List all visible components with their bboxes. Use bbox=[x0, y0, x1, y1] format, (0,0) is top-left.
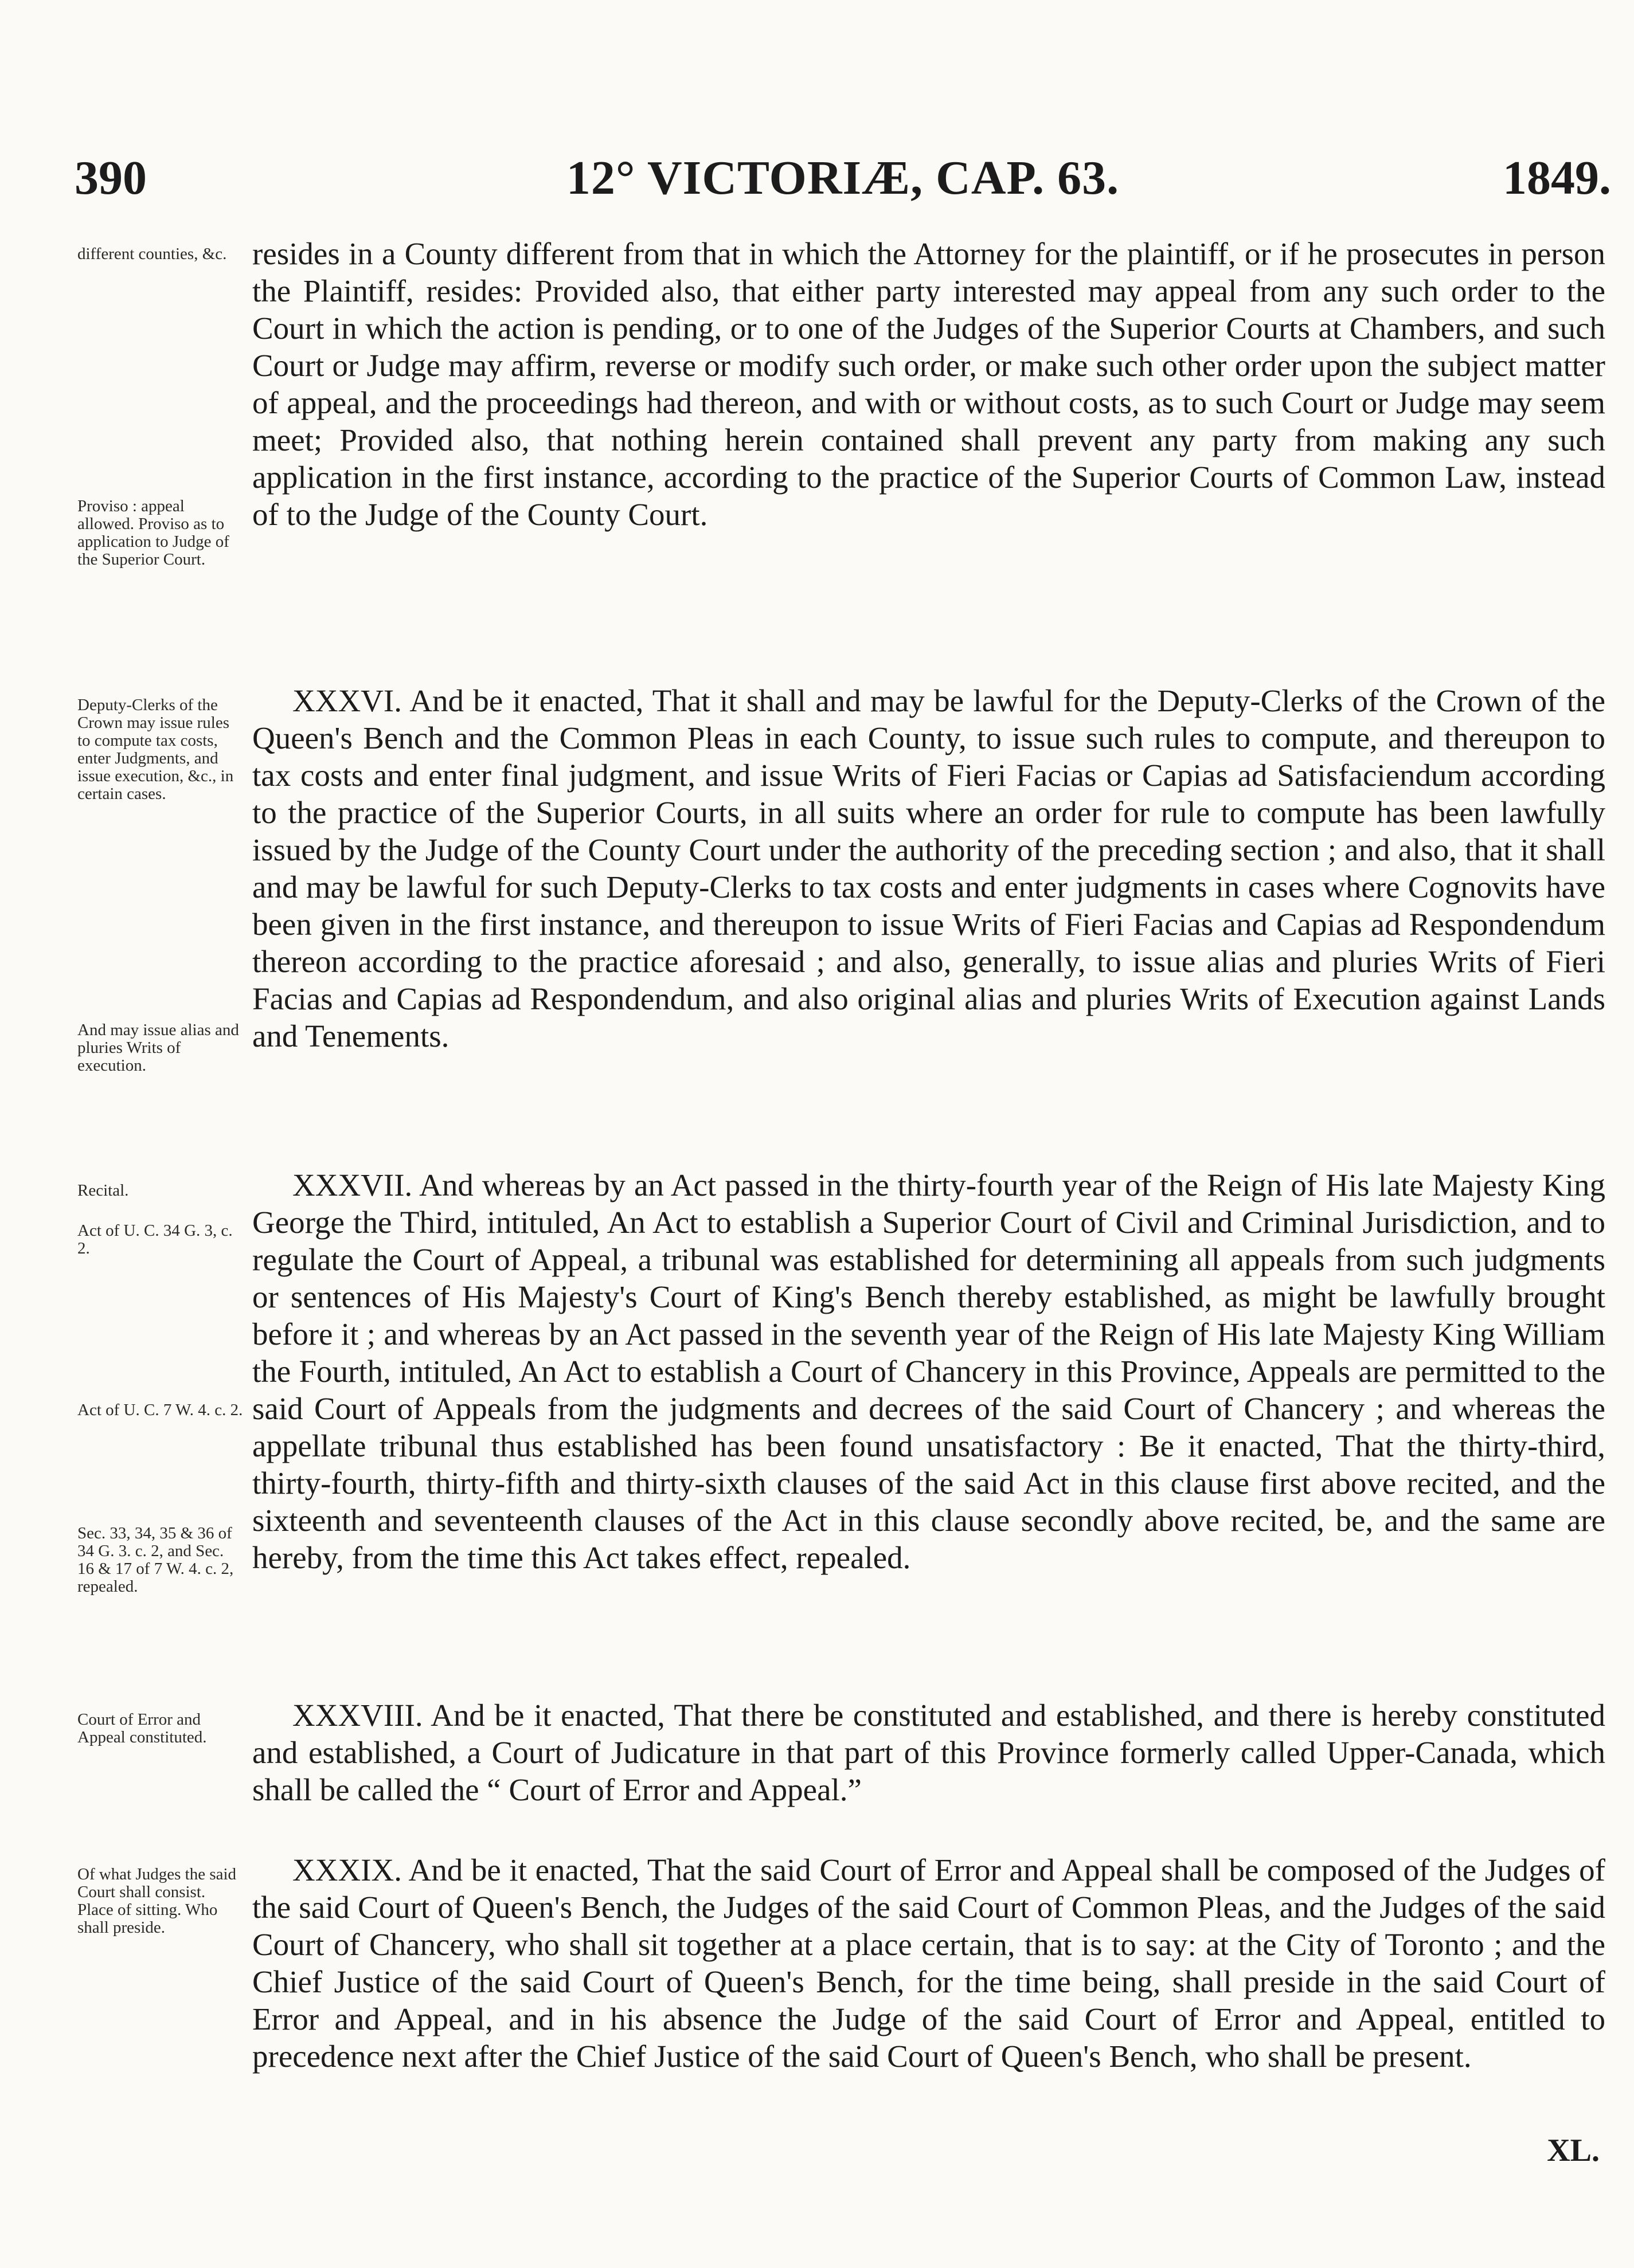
margin-note-judges-composition: Of what Judges the said Court shall consist. Place of sitting. Who shall preside. bbox=[77, 1865, 237, 1937]
section-xxxvi: XXXVI. And be it enacted, That it shall and may be lawful for the Deputy-Clerks of the Crown of the Queen's Bench and the Common Pleas in each County, to issue such rules to compute, and thereupon to tax costs and enter final judgment, and issue Writs of Fieri Facias or Capias ad Satisfaciendum according to the practice of the Superior Courts, in all suits where an order for rule to compute has been lawfully issued by the Judge of the County Court under the authority of the preceding section ; and also, that it shall and may be lawful for such Deputy-Clerks to tax costs and enter judgments in cases where Cognovits have been given in the first instance, and thereupon to issue Writs of Fieri Facias and Capias ad Respondendum thereon according to the practice aforesaid ; and also, generally, to issue alias and pluries Writs of Fieri Facias and Capias ad Respondendum, and also original alias and pluries Writs of Execution against Lands and Tenements. bbox=[252, 683, 1605, 1053]
section-xxxix: XXXIX. And be it enacted, That the said Court of Error and Appeal shall be composed of the Judges of the said Court of Queen's Bench, the Judges of the said Court of Common Pleas, and the Judges of the said Court of Chancery, who shall sit together at a place certain, that is to say: at the City of Toronto ; and the Chief Justice of the said Court of Queen's Bench, for the time being, shall preside in the said Court of Error and Appeal, and in his absence the Judge of the said Court of Error and Appeal, entitled to precedence next after the Chief Justice of the said Court of Queen's Bench, who shall be present. bbox=[252, 1852, 1605, 2074]
margin-note-different-counties: different counties, &c. bbox=[77, 245, 227, 263]
margin-note-proviso: Proviso : appeal allowed. Proviso as to application to Judge of the Superior Court. bbox=[77, 497, 229, 569]
page-header bbox=[75, 150, 1611, 213]
margin-note-act-7-w4: Act of U. C. 7 W. 4. c. 2. bbox=[77, 1401, 243, 1419]
page-number: 390 bbox=[75, 151, 147, 205]
margin-note-repealed-sections: Sec. 33, 34, 35 & 36 of 34 G. 3. c. 2, and Sec. 16 & 17 of 7 W. 4. c. 2, repealed. bbox=[77, 1524, 234, 1596]
margin-note-alias-pluries: And may issue alias and pluries Writs of execution. bbox=[77, 1021, 239, 1075]
year: 1849. bbox=[1503, 151, 1611, 205]
margin-note-deputy-clerks: Deputy-Clerks of the Crown may issue rules to compute tax costs, enter Judgments, and issue execution, &c., in certain cases. bbox=[77, 696, 234, 803]
section-xxxviii: XXXVIII. And be it enacted, That there be constituted and established, and there is hereby constituted and established, a Court of Judicature in that part of this Province formerly called Upper-Canada, which shall be called the “ Court of Error and Appeal.” bbox=[252, 1698, 1605, 1807]
margin-note-recital: Recital. bbox=[77, 1181, 129, 1200]
margin-note-act-34-g3: Act of U. C. 34 G. 3, c. 2. bbox=[77, 1221, 233, 1258]
statute-title: 12° VICTORIÆ, CAP. 63. bbox=[566, 151, 1120, 205]
section-xxxvii: XXXVII. And whereas by an Act passed in the thirty-fourth year of the Reign of His late Majesty King George the Third, intituled, An Act to establish a Superior Court of Civil and Criminal Jurisdiction, and to regulate the Court of Appeal, a tribunal was established for determining all appeals from such judgments or sentences of His Majesty's Court of King's Bench thereby established, as might be lawfully brought before it ; and whereas by an Act passed in the seventh year of the Reign of His late Majesty King William the Fourth, intituled, An Act to establish a Court of Chancery in this Province, Appeals are permitted to the said Court of Appeals from the judgments and decrees of the said Court of Chancery ; and whereas the appellate tribunal thus established has been found unsatisfactory : Be it enacted, That the thirty-third, thirty-fourth, thirty-fifth and thirty-sixth clauses of the said Act in this clause first above recited, and the sixteenth and seventeenth clauses of the Act in this clause secondly above recited, be, and the same are hereby, from the time this Act takes effect, repealed. bbox=[252, 1168, 1605, 1575]
paragraph-continuation: resides in a County different from that in which the Attorney for the plaintiff, or if he prosecutes in person the Plaintiff, resides: Provided also, that either party interested may appeal from any such order to the Court in which the action is pending, or to one of the Judges of the Superior Courts at Chambers, and such Court or Judge may affirm, reverse or modify such order, or make such other order upon the subject matter of appeal, and the proceedings had thereon, and with or without costs, as to such Court or Judge may seem meet; Provided also, that nothing herein contained shall prevent any party from making any such application in the first instance, according to the practice of the Superior Courts of Common Law, instead of to the Judge of the County Court. bbox=[252, 236, 1605, 532]
catchword: XL. bbox=[1547, 2133, 1600, 2168]
margin-note-court-constituted: Court of Error and Appeal constituted. bbox=[77, 1710, 207, 1746]
